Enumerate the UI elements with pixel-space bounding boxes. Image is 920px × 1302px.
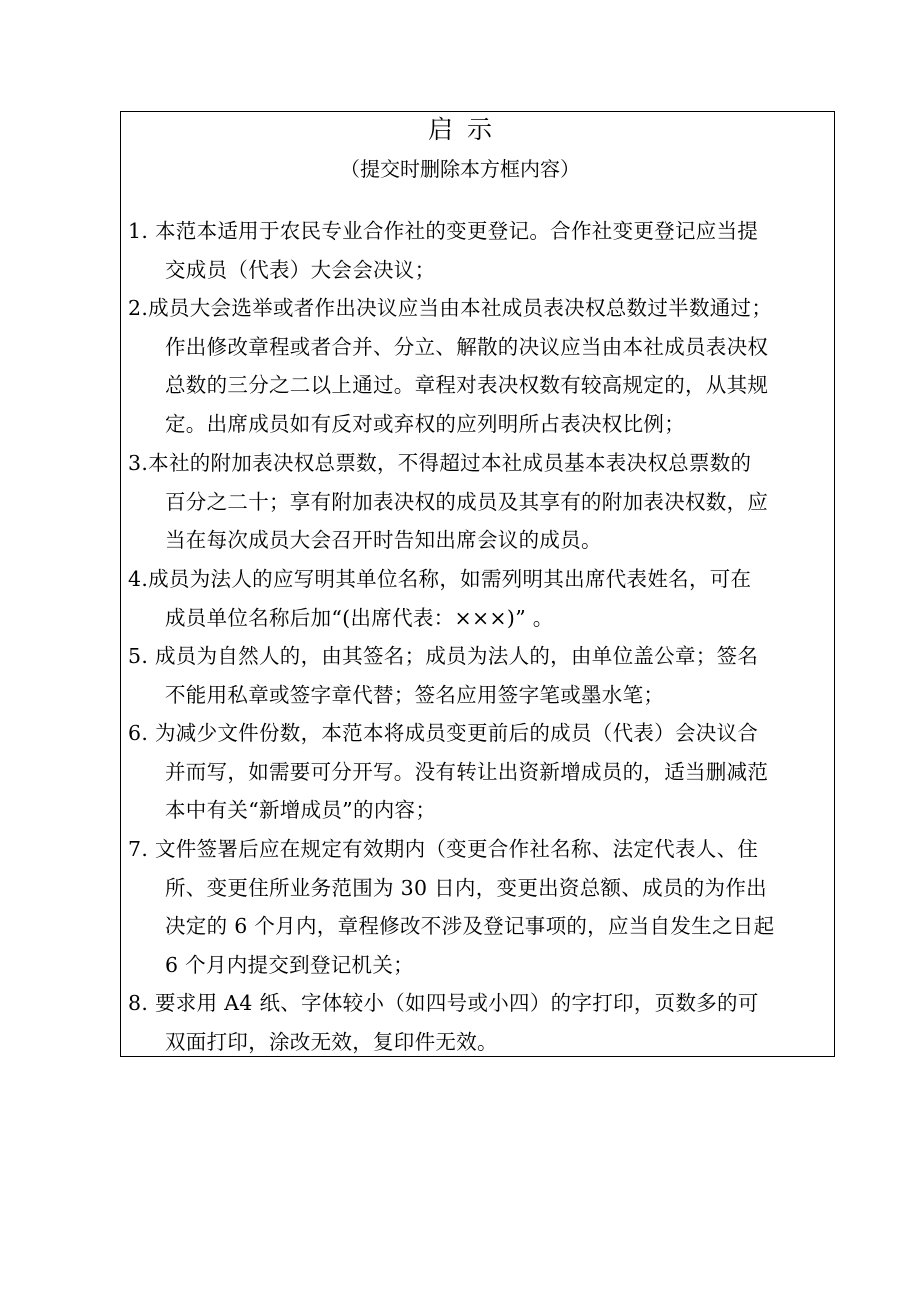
item-line: 百分之二十；享有附加表决权的成员及其享有的附加表决权数，应 — [165, 489, 769, 514]
item-line: 1. 本范本适用于农民专业合作社的变更登记。合作社变更登记应当提 — [128, 219, 759, 243]
item-line: 8. 要求用 A4 纸、字体较小（如四号或小四）的字打印，页数多的可 — [128, 991, 759, 1015]
notice-item-8 — [128, 984, 833, 1061]
notice-item-3 — [128, 444, 833, 560]
item-line: 当在每次成员大会召开时告知出席会议的成员。 — [165, 528, 602, 553]
item-line: 2.成员大会选举或者作出决议应当由本社成员表决权总数过半数通过； — [128, 296, 773, 320]
item-line: 6. 为减少文件份数，本范本将成员变更前后的成员（代表）会决议合 — [128, 721, 759, 745]
item-line: 3.本社的附加表决权总票数，不得超过本社成员基本表决权总票数的 — [128, 451, 752, 475]
item-line: 6 个月内提交到登记机关； — [165, 952, 414, 977]
item-line: 决定的 6 个月内，章程修改不涉及登记事项的，应当自发生之日起 — [165, 914, 775, 939]
item-line: 并而写，如需要可分开写。没有转让出资新增成员的，适当删减范 — [165, 759, 769, 784]
notice-item-1 — [128, 212, 833, 289]
notice-item-6 — [128, 714, 833, 830]
item-line: 成员单位名称后加“(出席代表：×××)” 。 — [165, 605, 554, 630]
notice-item-5 — [128, 637, 833, 714]
notice-item-4 — [128, 560, 833, 637]
item-line: 4.成员为法人的应写明其单位名称，如需列明其出席代表姓名，可在 — [128, 567, 752, 591]
item-line: 本中有关“新增成员”的内容； — [165, 798, 437, 823]
item-line: 总数的三分之二以上通过。章程对表决权数有较高规定的，从其规 — [165, 373, 769, 398]
item-line: 双面打印，涂改无效，复印件无效。 — [165, 1029, 498, 1054]
item-line: 不能用私章或签字章代替；签名应用签字笔或墨水笔； — [165, 682, 665, 707]
item-line: 5. 成员为自然人的，由其签名；成员为法人的，由单位盖公章；签名 — [128, 644, 759, 668]
notice-subtitle: （提交时删除本方框内容） — [340, 157, 580, 181]
item-line: 7. 文件签署后应在规定有效期内（变更合作社名称、法定代表人、住 — [128, 837, 759, 861]
item-line: 作出修改章程或者合并、分立、解散的决议应当由本社成员表决权 — [165, 334, 769, 359]
notice-item-2 — [128, 289, 833, 443]
notice-title: 启示 — [427, 115, 506, 144]
item-line: 交成员（代表）大会会决议； — [165, 257, 436, 282]
item-line: 所、变更住所业务范围为 30 日内，变更出资总额、成员的为作出 — [165, 875, 767, 900]
item-line: 定。出席成员如有反对或弃权的应列明所占表决权比例； — [165, 411, 685, 436]
notice-item-7 — [128, 830, 833, 984]
